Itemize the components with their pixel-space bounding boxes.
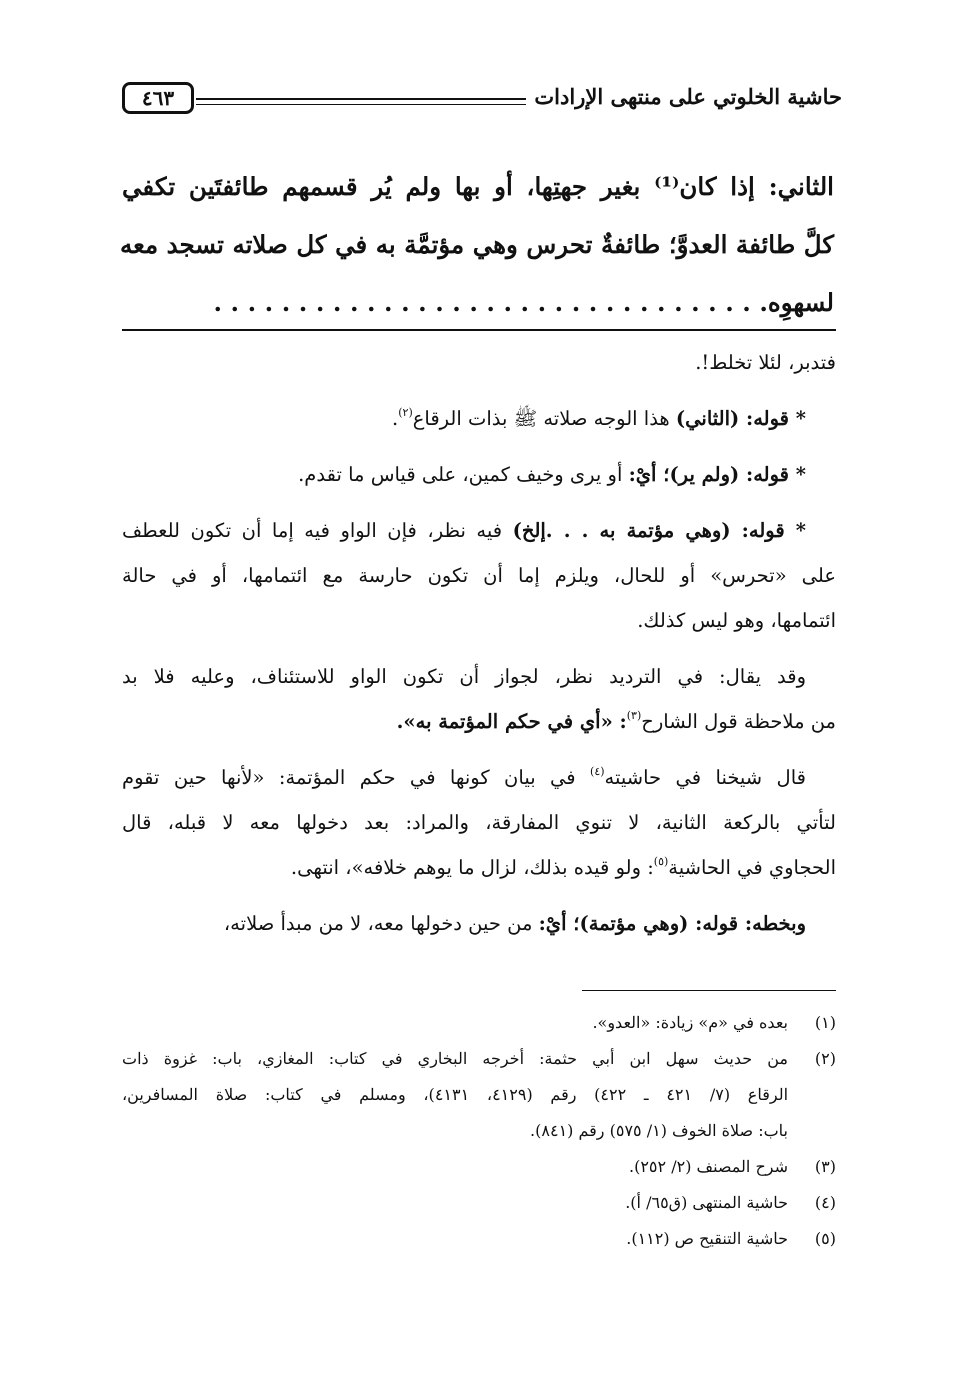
commentary [122, 340, 836, 946]
commentary-line [122, 452, 836, 497]
footnote-line: حاشية المنتهى (ق٦٥/ أ). [625, 1193, 788, 1212]
commentary-line: وقد يقال: في الترديد نظر، لجواز أن تكون الواو للاستئناف، وعليه فلا بد [122, 665, 806, 688]
commentary-line: ائتمامها، وهو ليس كذلك. [637, 609, 836, 632]
footnote-line: باب: صلاة الخوف (١/ ٥٧٥) رقم (٨٤١). [530, 1121, 788, 1140]
commentary-text: أو يرى وخيف كمين، على قياس ما تقدم. [298, 463, 629, 486]
footnote-ref[interactable]: (٢) [398, 406, 413, 419]
footnote-item [122, 1041, 836, 1149]
matn-text [119, 158, 834, 332]
footnote-line: من حديث سهل ابن أبي حثمة: أخرجه البخاري في كتاب: المغازي، باب: غزوة ذات [122, 1049, 788, 1068]
footnote-ref[interactable]: (٣) [626, 709, 642, 722]
footnote-ref[interactable]: (٤) [590, 765, 605, 778]
commentary-text: فيه نظر، فإن الواو فيه إما أن تكون للعطف [122, 519, 513, 542]
commentary-line [122, 901, 836, 946]
page-number: ٤٦٣ [122, 82, 194, 114]
lemma-label: وبخطه: قوله: (وهي مؤتمة)؛ أيْ: [538, 912, 806, 935]
footnote-number: (٢) [814, 1049, 836, 1068]
footnote-number: (٣) [814, 1157, 836, 1176]
commentary-line: فتدبر، لئلا تخلط!. [695, 351, 836, 374]
running-title: حاشية الخلوتي على منتهى الإرادات [534, 84, 842, 109]
commentary-line: على «تحرس» أو للحال، ويلزم إما أن تكون حارسة مع ائتمامها، أو في حالة [122, 564, 836, 587]
commentary-line: الحجاوي في الحاشية$^{(٥)}$: ولو قيده بذلك، لزال ما يوهم خلافه»، انتهى. [290, 855, 836, 879]
footnote-ref[interactable]: (٥) [653, 855, 669, 868]
footnote-line: حاشية التنقيح ص (١١٢). [626, 1229, 788, 1248]
page-header [122, 78, 842, 134]
footnote-line: شرح المصنف (٢/ ٢٥٢). [629, 1157, 788, 1176]
footnote-number: (٤) [814, 1193, 836, 1212]
commentary-text: من حين دخولها معه، لا من مبدأ صلاته، [223, 912, 539, 935]
footnote-item [122, 1149, 836, 1185]
commentary-line [122, 508, 836, 553]
commentary-line: * قوله: (الثاني) هذا الوجه صلاته ﷺ بذات الرقاع$^{(٢)}$. [392, 406, 806, 430]
header-rule [196, 98, 526, 100]
lemma-label: * قوله: (الثاني) [675, 407, 806, 430]
commentary-line: من ملاحظة قول الشارح$^{(٣)}$: «أي في حكم المؤتمة به». [396, 709, 836, 733]
footnote-line: الرقاع (٧/ ٤٢١ ـ ٤٢٢) رقم (٤١٢٩، ٤١٣١)، ومسلم في كتاب: صلاة المسافرين، [122, 1085, 789, 1104]
matn-line: كلَّ طائفة العدوَّ؛ طائفةٌ تحرس وهي مؤتمَّة به في كل صلاته تسجد معه [119, 230, 834, 259]
commentary-line: قال شيخنا في حاشيته$^{(٤)}$ في بيان كونها في حكم المؤتمة: «لأنها حين تقوم [122, 765, 806, 789]
header-rule-thin [196, 104, 526, 105]
footnote-line: بعده في «م» زيادة: «العدو». [592, 1013, 788, 1032]
footnote-number: (١) [814, 1013, 836, 1032]
footnotes [122, 1005, 836, 1257]
lemma-label: * قوله: (ولم ير)؛ أيْ: [628, 463, 806, 486]
matn-separator [122, 329, 836, 331]
footnote-item [122, 1005, 836, 1041]
footnote-separator [582, 990, 836, 991]
matn-line: الثاني: إذا كان⁽¹⁾ بغير جهتِها، أو بها ولم يُر قسمهم طائفتَين تكفي [122, 172, 834, 201]
lemma-label: * قوله: (وهي مؤتمة به . . .إلخ) [512, 519, 806, 542]
footnote-number: (٥) [814, 1229, 836, 1248]
footnote-item [122, 1221, 836, 1257]
matn-line: لسهوِه. . . . . . . . . . . . . . . . . . . . . . . . . . . . . . . . . [213, 288, 834, 317]
commentary-line: لتأتي بالركعة الثانية، لا تنوي المفارقة، والمراد: بعد دخولها معه لا قبله، قال [122, 811, 836, 834]
commentary-text: هذا الوجه صلاته ﷺ بذات الرقاع [412, 407, 676, 430]
footnote-item [122, 1185, 836, 1221]
